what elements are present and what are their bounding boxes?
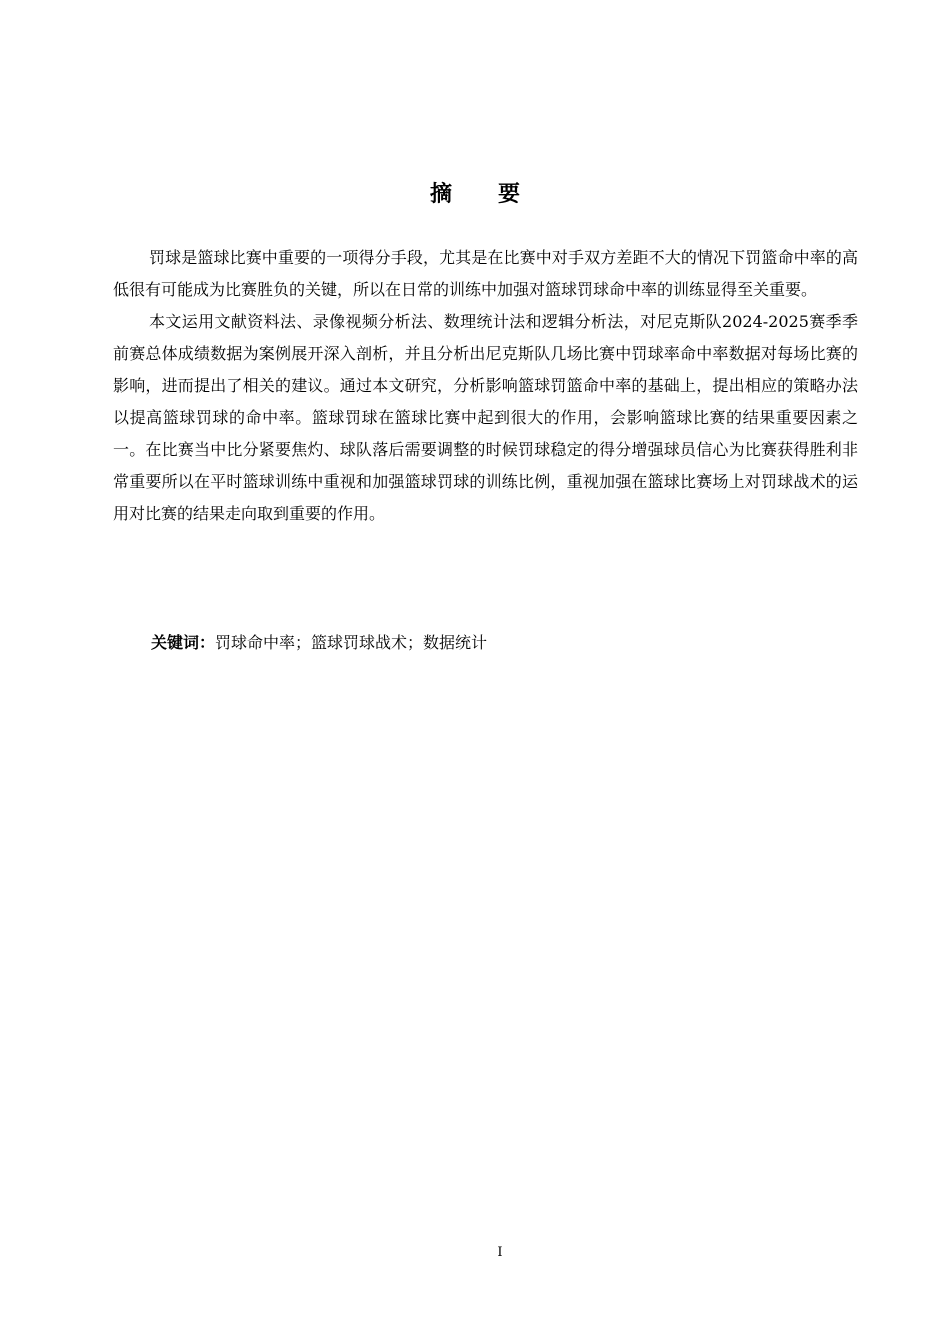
keywords-text: 罚球命中率；篮球罚球战术；数据统计 xyxy=(215,633,488,652)
abstract-paragraph-1: 罚球是篮球比赛中重要的一项得分手段，尤其是在比赛中对手双方差距不大的情况下罚篮命中率的高低很有可能成为比赛胜负的关键，所以在日常的训练中加强对篮球罚球命中率的训练显得至关重要。 xyxy=(113,248,858,299)
abstract-body xyxy=(113,242,858,530)
keywords-label: 关键词： xyxy=(151,633,216,652)
abstract-paragraph-2: 本文运用文献资料法、录像视频分析法、数理统计法和逻辑分析法，对尼克斯队2024-2025赛季季前赛总体成绩数据为案例展开深入剖析，并且分析出尼克斯队几场比赛中罚球率命中率数据对每场比赛的影响，进而提出了相关的建议。通过本文研究，分析影响篮球罚篮命中率的基础上，提出相应的策略办法以提高篮球罚球的命中率。篮球罚球在篮球比赛中起到很大的作用，会影响篮球比赛的结果重要因素之一。在比赛当中比分紧要焦灼、球队落后需要调整的时候罚球稳定的得分增强球员信心为比赛获得胜利非常重要所以在平时篮球训练中重视和加强篮球罚球的训练比例，重视加强在篮球比赛场上对罚球战术的运用对比赛的结果走向取到重要的作用。 xyxy=(113,312,858,523)
page-number: I xyxy=(497,1245,503,1260)
abstract-title-char-2: 要 xyxy=(498,181,521,207)
abstract-title xyxy=(0,178,950,210)
keywords-line xyxy=(151,627,851,659)
abstract-title-char-1: 摘 xyxy=(429,181,452,207)
